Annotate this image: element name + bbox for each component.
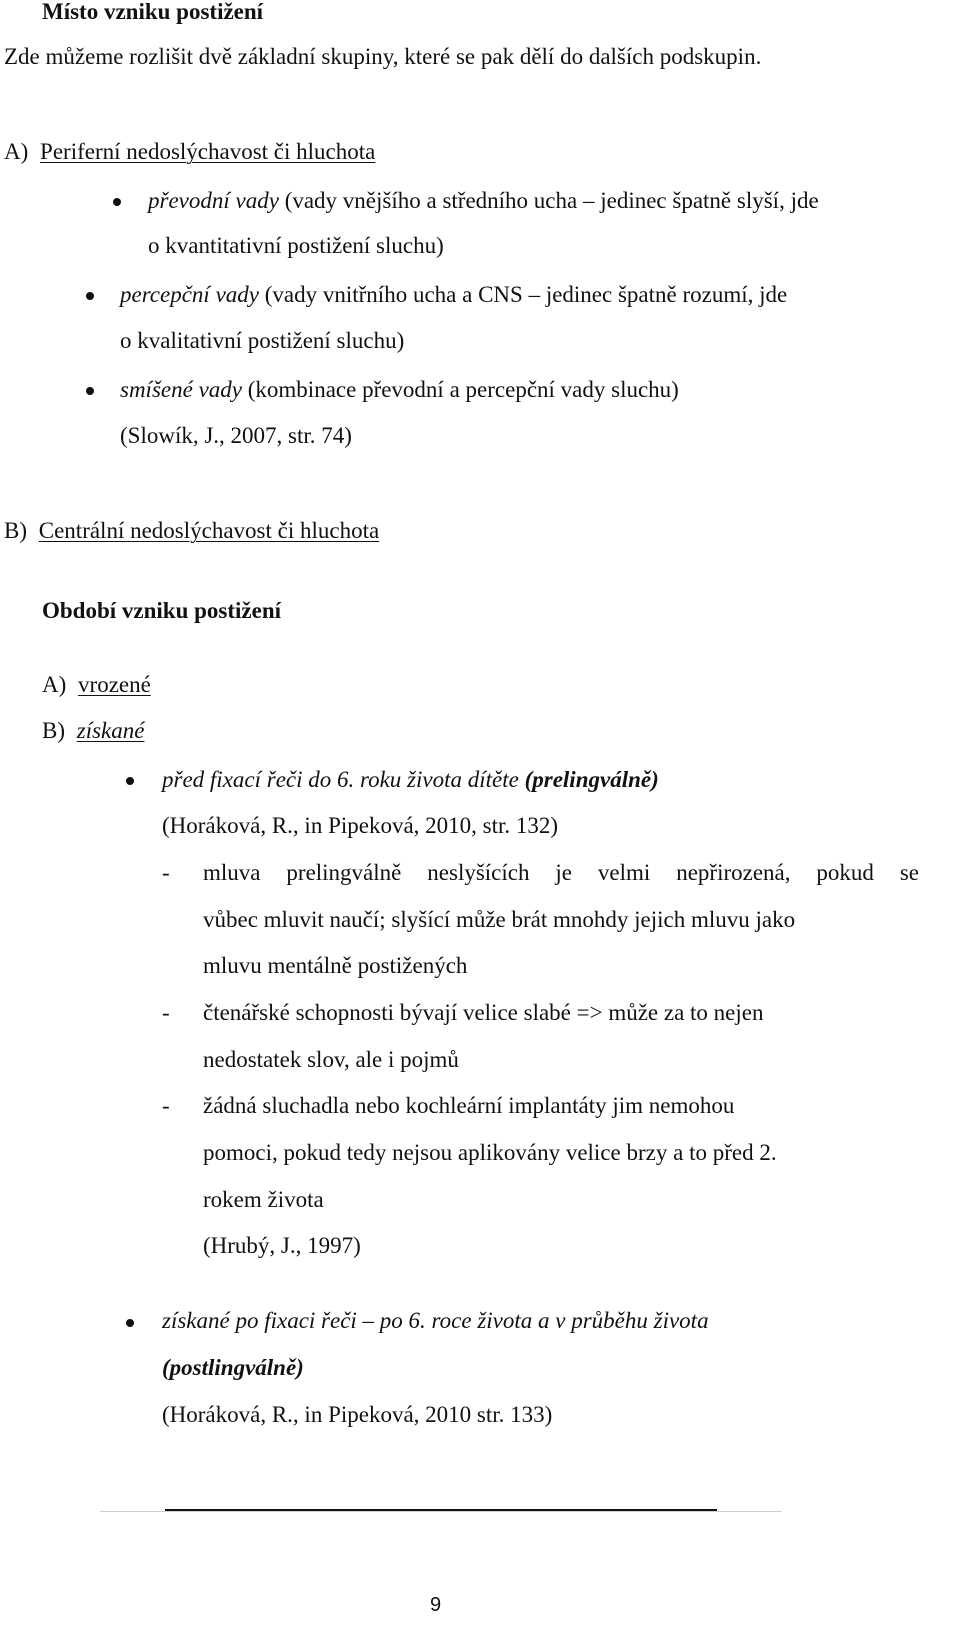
word: je [555,860,572,885]
page-number: 9 [430,1594,442,1616]
list-item-smisene [120,375,679,405]
citation-hruby: (Hrubý, J., 1997) [203,1233,361,1258]
period-b-marker: B) [42,718,65,743]
dash-point-line: nedostatek slov, ale i pojmů [203,1047,459,1072]
dash-point-line [203,905,919,935]
list-item-continuation: o kvalitativní postižení sluchu) [120,328,405,353]
dash-marker: - [162,860,170,885]
period-a-label: vrozené [78,672,151,697]
item-text: (kombinace převodní a percepční vady sluchu) [242,377,679,402]
period-a [42,670,151,700]
term-prevodni: převodní vady [148,188,279,213]
prelingual-term: před fixací řeči do 6. roku života dítěte [162,767,525,792]
period-a-marker: A) [42,672,67,697]
dash-marker: - [162,1093,170,1118]
word: nepřirozená, [676,860,791,885]
dash-point-line [203,858,919,888]
bullet-icon [126,1319,134,1327]
bullet-icon [86,292,94,300]
list-item-percepcni [120,280,787,310]
intro-text: Zde můžeme rozlišit dvě základní skupiny, které se pak dělí do dalších podskupin. [4,44,762,69]
period-b [42,716,144,746]
word: se [899,860,919,885]
prelingual-item [162,765,659,795]
footer-rule-light [100,1511,782,1512]
word: prelingválně [286,860,402,885]
term-smisene: smíšené vady [120,377,242,402]
postlingual-bold: (postlingválně) [162,1355,304,1380]
group-a-title: Periferní nedoslýchavost či hluchota [40,139,376,164]
item-text: (vady vnějšího a středního ucha – jedinec špatně slyší, jde [278,188,819,213]
word: pokud [816,860,874,885]
group-a-marker: A) [4,139,29,164]
citation-horakova-132: (Horáková, R., in Pipeková, 2010, str. 132) [162,813,559,838]
term-percepcni: percepční vady [120,282,259,307]
prelingual-bold: (prelingválně) [524,767,659,792]
section-heading-period: Období vzniku postižení [42,598,282,623]
section-heading-origin: Místo vzniku postižení [42,0,264,24]
citation-horakova-133: (Horáková, R., in Pipeková, 2010 str. 133) [162,1402,553,1427]
list-item-continuation: o kvantitativní postižení sluchu) [148,233,444,258]
dash-point-line: rokem života [203,1187,324,1212]
word: mluva [203,860,261,885]
bullet-icon [86,387,94,395]
dash-point-line: pomoci, pokud tedy nejsou aplikovány velice brzy a to před 2. [203,1140,777,1165]
bullet-icon [113,198,121,206]
dash-point-line: žádná sluchadla nebo kochleární implantáty jim nemohou [203,1093,735,1118]
dash-marker: - [162,1000,170,1025]
point-text: vůbec mluvit naučí; slyšící může brát mnohdy jejich mluvu jako [203,907,796,932]
group-a-heading [4,137,375,167]
citation-slowik: (Slowík, J., 2007, str. 74) [120,423,352,448]
dash-point-line: mluvu mentálně postižených [203,953,468,978]
word: velmi [597,860,651,885]
postlingual-term: získané po fixaci řeči – po 6. roce života a v průběhu života [162,1308,709,1333]
word: neslyšících [427,860,530,885]
list-item-prevodni [148,186,819,216]
item-text: (vady vnitřního ucha a CNS – jedinec špatně rozumí, jde [259,282,788,307]
dash-point-line: čtenářské schopnosti bývají velice slabé => může za to nejen [203,1000,764,1025]
bullet-icon [126,777,134,785]
group-b-title: Centrální nedoslýchavost či hluchota [38,518,380,543]
group-b-heading [4,516,379,546]
group-b-marker: B) [4,518,27,543]
period-b-label: získané [76,718,145,743]
footer-rule-dark [165,1509,717,1511]
